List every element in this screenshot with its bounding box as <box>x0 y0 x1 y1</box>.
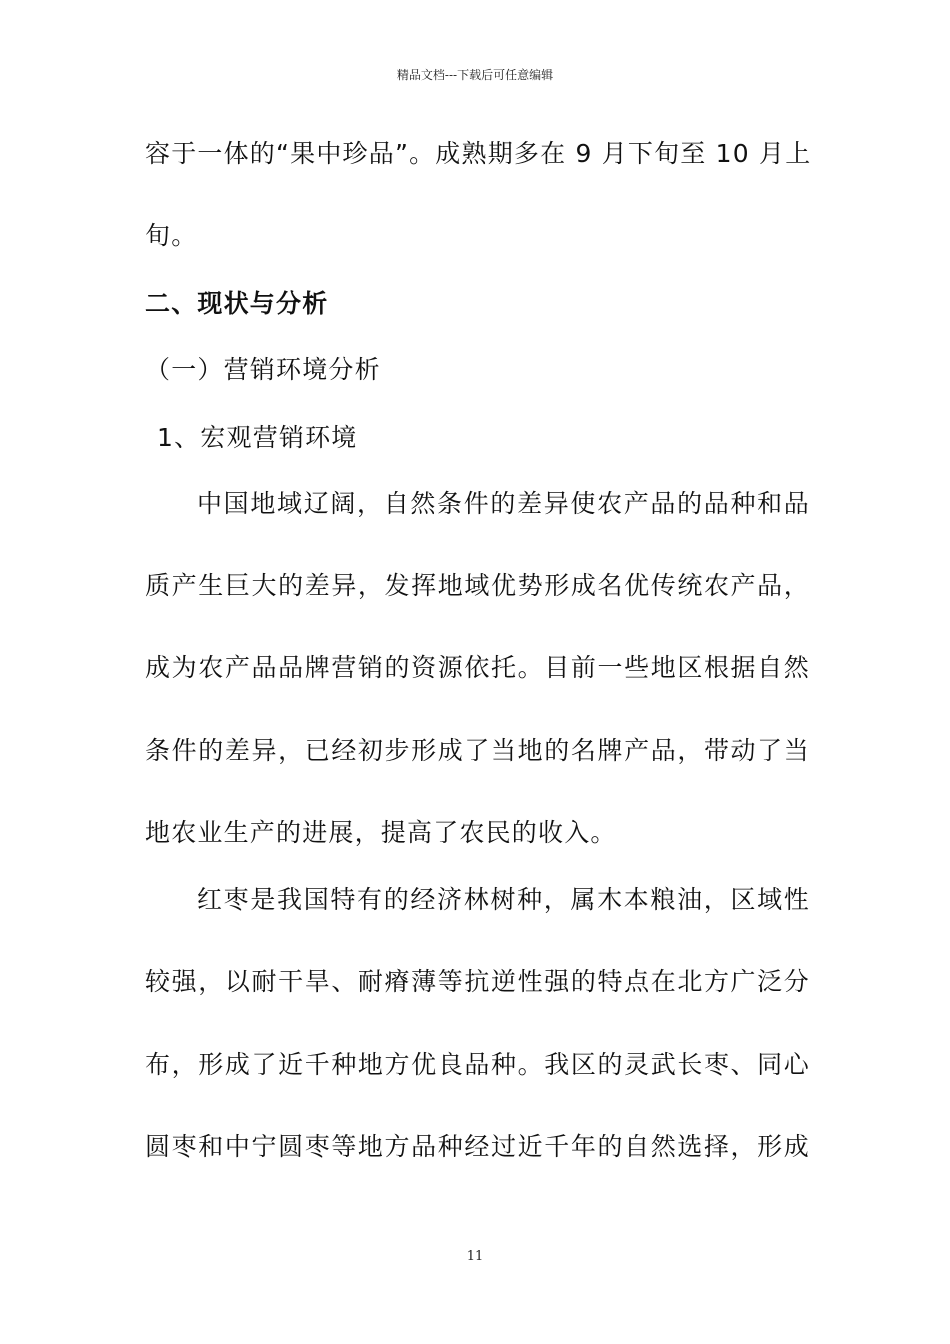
section-heading: 二、现状与分析 <box>145 289 329 318</box>
text-line: 较强，以耐干旱、耐瘠薄等抗逆性强的特点在北方广泛分 <box>145 967 810 996</box>
paragraph-first-line: 红枣是我国特有的经济林树种，属木本粮油，区域性 <box>197 885 810 914</box>
text-line: 条件的差异，已经初步形成了当地的名牌产品，带动了当 <box>145 736 810 765</box>
subsection-heading: （一）营销环境分析 <box>145 355 381 384</box>
page-number: 11 <box>466 1249 484 1264</box>
text-line: 旬。 <box>145 221 198 250</box>
page-header: 精品文档---下载后可任意编辑 <box>396 68 554 82</box>
text-line: 成为农产品品牌营销的资源依托。目前一些地区根据自然 <box>145 653 810 682</box>
text-line: 布，形成了近千种地方优良品种。我区的灵武长枣、同心 <box>145 1050 810 1079</box>
text-line: 圆枣和中宁圆枣等地方品种经过近千年的自然选择，形成 <box>145 1132 810 1161</box>
paragraph-first-line: 中国地域辽阔，自然条件的差异使农产品的品种和品 <box>197 489 810 518</box>
text-line: 地农业生产的进展，提高了农民的收入。 <box>145 818 617 847</box>
text-line: 容于一体的“果中珍品”。成熟期多在 9 月下旬至 10 月上 <box>145 139 812 168</box>
text-line: 质产生巨大的差异，发挥地域优势形成名优传统农产品， <box>145 571 810 600</box>
sub-subsection-heading: 1、宏观营销环境 <box>157 423 358 452</box>
